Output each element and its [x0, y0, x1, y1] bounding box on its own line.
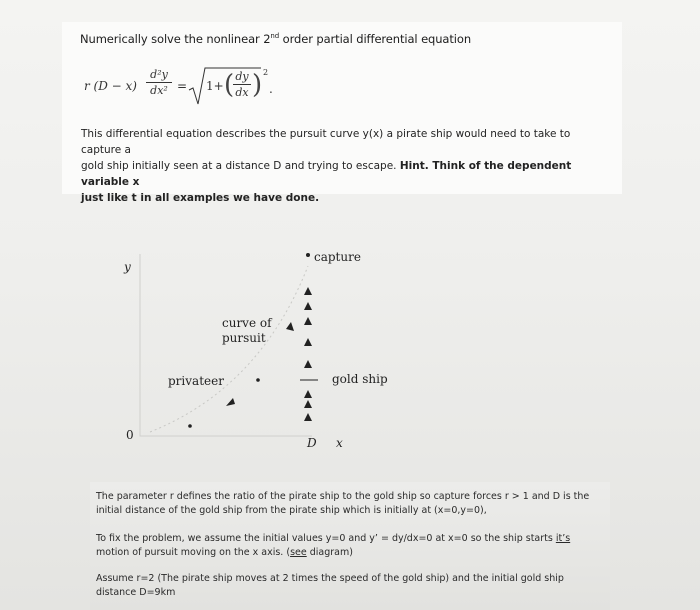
second-derivative-fraction	[146, 68, 172, 97]
power-two: 2	[263, 68, 269, 77]
gold-ship-label: gold ship	[332, 372, 388, 386]
gold-ship-track	[304, 253, 312, 421]
pursuit-label: pursuit	[222, 331, 266, 345]
curve-arrow-2	[286, 322, 294, 331]
axes-lines	[140, 254, 312, 436]
y-axis-label: y	[124, 260, 131, 274]
note-initial-values: To fix the problem, we assume the initial values y=0 and y’ = dy/dx=0 at x=0 so the ship starts it’s motion of pursuit moving on the x axis. (see diagram)	[96, 533, 571, 558]
note-assumptions: Assume r=2 (The pirate ship moves at 2 times the speed of the gold ship) and the initial gold ship distance D=9km	[96, 573, 564, 598]
second-derivative-numerator: d²y	[150, 68, 168, 81]
x-axis-label: x	[336, 436, 343, 450]
equals-sign: =	[177, 79, 188, 93]
description-line-3: just like t in all examples we have done.	[81, 192, 320, 204]
equation-period: .	[269, 82, 273, 96]
hint-text: Hint. Think of the dependent variable x	[81, 160, 572, 188]
its-underlined: it’s	[555, 533, 571, 544]
first-derivative-numerator: dy	[235, 70, 249, 83]
pde-equation: r (D − x) d²y dx² = 1+ ( dy dx ) 2 .	[84, 66, 304, 108]
description-line-1: This differential equation describes the pursuit curve y(x) a pirate ship would need to take to capture a	[81, 128, 571, 156]
equation-lhs: r (D − x)	[84, 79, 137, 93]
pursuit-diagram-graphic	[110, 238, 390, 458]
sqrt-one-plus: 1+	[206, 79, 224, 93]
curve-arrow-1	[226, 398, 235, 406]
origin-label: 0	[126, 428, 134, 442]
problem-description	[81, 126, 611, 206]
note-parameter: The parameter r defines the ratio of the pirate ship to the gold ship so capture forces r > 1 and D is the initial distance of the gold ship from the pirate ship which is initially at (x=0,y=0),	[96, 491, 590, 516]
d-distance-label: D	[307, 436, 317, 450]
first-derivative-denominator: dx	[235, 86, 249, 99]
sqrt-symbol	[188, 66, 208, 108]
curve-of-label: curve of	[222, 316, 272, 330]
capture-label: capture	[314, 250, 361, 264]
second-derivative-denominator: dx²	[150, 84, 168, 97]
description-line-2: gold ship initially seen at a distance D and trying to escape. Hint. Think of the dependent variable x	[81, 160, 572, 188]
problem-heading: Numerically solve the nonlinear 2nd order partial differential equation	[80, 32, 472, 46]
pursuit-diagram	[110, 238, 390, 458]
pursuit-curve-path	[150, 266, 308, 432]
privateer-label: privateer	[168, 374, 224, 388]
heading-superscript: nd	[270, 32, 280, 41]
see-underlined: see	[290, 547, 307, 558]
first-derivative-fraction	[233, 70, 251, 99]
